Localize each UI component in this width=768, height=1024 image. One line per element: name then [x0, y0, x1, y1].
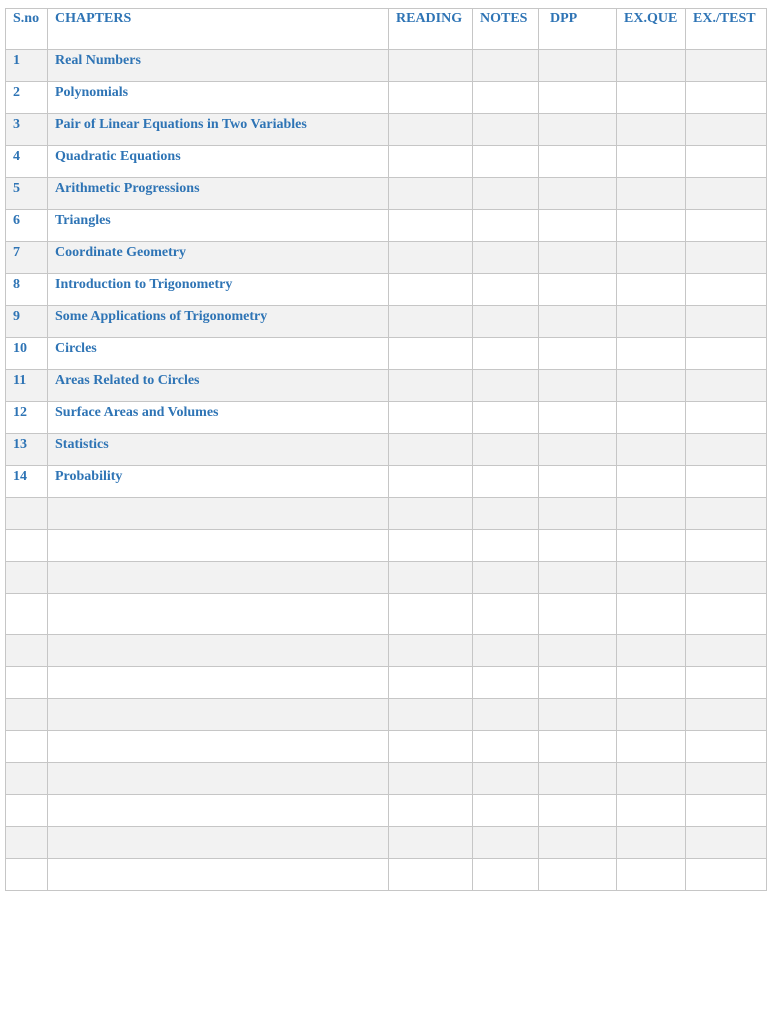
sno-cell: 13 [6, 434, 48, 466]
sno-cell: 4 [6, 146, 48, 178]
dpp-cell [539, 434, 617, 466]
exque-cell [617, 699, 686, 731]
dpp-cell [539, 859, 617, 891]
chapter-cell [48, 699, 389, 731]
exque-cell [617, 50, 686, 82]
sno-cell: 3 [6, 114, 48, 146]
empty-row [6, 795, 767, 827]
sno-cell [6, 859, 48, 891]
reading-cell [389, 370, 473, 402]
extest-cell [686, 306, 767, 338]
dpp-cell [539, 146, 617, 178]
dpp-cell [539, 795, 617, 827]
reading-cell [389, 114, 473, 146]
chapter-cell [48, 594, 389, 635]
reading-cell [389, 763, 473, 795]
exque-cell [617, 795, 686, 827]
exque-cell [617, 594, 686, 635]
reading-cell [389, 434, 473, 466]
sno-cell [6, 699, 48, 731]
notes-cell [473, 338, 539, 370]
reading-cell [389, 530, 473, 562]
extest-cell [686, 859, 767, 891]
extest-cell [686, 146, 767, 178]
extest-cell [686, 82, 767, 114]
reading-cell [389, 667, 473, 699]
extest-cell [686, 530, 767, 562]
sno-cell [6, 635, 48, 667]
chapter-cell [48, 795, 389, 827]
reading-cell [389, 210, 473, 242]
chapter-cell: Arithmetic Progressions [48, 178, 389, 210]
header-chapters: CHAPTERS [48, 9, 389, 50]
exque-cell [617, 306, 686, 338]
sno-cell [6, 498, 48, 530]
dpp-cell [539, 562, 617, 594]
notes-cell [473, 146, 539, 178]
sno-cell: 12 [6, 402, 48, 434]
notes-cell [473, 498, 539, 530]
notes-cell [473, 466, 539, 498]
chapter-cell: Statistics [48, 434, 389, 466]
notes-cell [473, 530, 539, 562]
exque-cell [617, 530, 686, 562]
dpp-cell [539, 210, 617, 242]
reading-cell [389, 466, 473, 498]
extest-cell [686, 402, 767, 434]
table-row [6, 114, 767, 146]
dpp-cell [539, 699, 617, 731]
notes-cell [473, 795, 539, 827]
exque-cell [617, 763, 686, 795]
exque-cell [617, 114, 686, 146]
notes-cell [473, 859, 539, 891]
sno-cell [6, 827, 48, 859]
notes-cell [473, 50, 539, 82]
empty-row [6, 699, 767, 731]
chapter-cell: Introduction to Trigonometry [48, 274, 389, 306]
empty-row [6, 562, 767, 594]
table-row [6, 274, 767, 306]
exque-cell [617, 82, 686, 114]
dpp-cell [539, 114, 617, 146]
extest-cell [686, 274, 767, 306]
table-row [6, 402, 767, 434]
extest-cell [686, 50, 767, 82]
chapter-cell: Probability [48, 466, 389, 498]
exque-cell [617, 274, 686, 306]
table-row [6, 466, 767, 498]
exque-cell [617, 242, 686, 274]
chapter-cell: Surface Areas and Volumes [48, 402, 389, 434]
chapter-cell: Real Numbers [48, 50, 389, 82]
extest-cell [686, 731, 767, 763]
dpp-cell [539, 466, 617, 498]
chapter-cell: Some Applications of Trigonometry [48, 306, 389, 338]
reading-cell [389, 274, 473, 306]
table-row [6, 306, 767, 338]
sno-cell [6, 795, 48, 827]
notes-cell [473, 242, 539, 274]
reading-cell [389, 82, 473, 114]
header-dpp: DPP [539, 9, 617, 50]
exque-cell [617, 635, 686, 667]
header-exque: EX.QUE [617, 9, 686, 50]
reading-cell [389, 795, 473, 827]
empty-row [6, 594, 767, 635]
empty-row [6, 530, 767, 562]
dpp-cell [539, 50, 617, 82]
header-reading: READING [389, 9, 473, 50]
extest-cell [686, 242, 767, 274]
notes-cell [473, 434, 539, 466]
header-notes: NOTES [473, 9, 539, 50]
chapter-tracker-table [5, 8, 767, 891]
sno-cell: 14 [6, 466, 48, 498]
exque-cell [617, 827, 686, 859]
exque-cell [617, 338, 686, 370]
reading-cell [389, 306, 473, 338]
sno-cell: 1 [6, 50, 48, 82]
notes-cell [473, 370, 539, 402]
dpp-cell [539, 763, 617, 795]
notes-cell [473, 827, 539, 859]
sno-cell: 11 [6, 370, 48, 402]
sno-cell [6, 530, 48, 562]
notes-cell [473, 763, 539, 795]
chapter-cell [48, 763, 389, 795]
extest-cell [686, 210, 767, 242]
dpp-cell [539, 178, 617, 210]
dpp-cell [539, 338, 617, 370]
reading-cell [389, 178, 473, 210]
reading-cell [389, 731, 473, 763]
notes-cell [473, 635, 539, 667]
extest-cell [686, 763, 767, 795]
sno-cell: 9 [6, 306, 48, 338]
exque-cell [617, 402, 686, 434]
exque-cell [617, 498, 686, 530]
reading-cell [389, 50, 473, 82]
empty-row [6, 859, 767, 891]
dpp-cell [539, 402, 617, 434]
table-row [6, 210, 767, 242]
dpp-cell [539, 731, 617, 763]
extest-cell [686, 434, 767, 466]
sno-cell [6, 667, 48, 699]
extest-cell [686, 114, 767, 146]
dpp-cell [539, 594, 617, 635]
notes-cell [473, 402, 539, 434]
exque-cell [617, 434, 686, 466]
sno-cell [6, 763, 48, 795]
chapter-cell: Polynomials [48, 82, 389, 114]
notes-cell [473, 667, 539, 699]
dpp-cell [539, 530, 617, 562]
exque-cell [617, 859, 686, 891]
extest-cell [686, 699, 767, 731]
header-extest: EX./TEST [686, 9, 767, 50]
dpp-cell [539, 498, 617, 530]
extest-cell [686, 562, 767, 594]
extest-cell [686, 338, 767, 370]
reading-cell [389, 402, 473, 434]
chapter-cell: Areas Related to Circles [48, 370, 389, 402]
chapter-cell [48, 498, 389, 530]
empty-row [6, 827, 767, 859]
dpp-cell [539, 370, 617, 402]
reading-cell [389, 699, 473, 731]
reading-cell [389, 562, 473, 594]
table-row [6, 82, 767, 114]
exque-cell [617, 667, 686, 699]
sno-cell [6, 562, 48, 594]
dpp-cell [539, 242, 617, 274]
reading-cell [389, 146, 473, 178]
extest-cell [686, 466, 767, 498]
chapter-cell [48, 530, 389, 562]
reading-cell [389, 827, 473, 859]
exque-cell [617, 370, 686, 402]
extest-cell [686, 594, 767, 635]
table-row [6, 338, 767, 370]
reading-cell [389, 859, 473, 891]
exque-cell [617, 210, 686, 242]
dpp-cell [539, 827, 617, 859]
sno-cell [6, 731, 48, 763]
sno-cell: 6 [6, 210, 48, 242]
table-row [6, 146, 767, 178]
table-row [6, 370, 767, 402]
notes-cell [473, 178, 539, 210]
extest-cell [686, 178, 767, 210]
header-row [6, 9, 767, 50]
reading-cell [389, 594, 473, 635]
notes-cell [473, 731, 539, 763]
notes-cell [473, 274, 539, 306]
table-row [6, 50, 767, 82]
chapter-cell [48, 667, 389, 699]
exque-cell [617, 466, 686, 498]
empty-row [6, 667, 767, 699]
sno-cell: 8 [6, 274, 48, 306]
dpp-cell [539, 274, 617, 306]
notes-cell [473, 562, 539, 594]
exque-cell [617, 562, 686, 594]
sno-cell: 10 [6, 338, 48, 370]
chapter-cell: Coordinate Geometry [48, 242, 389, 274]
table-row [6, 178, 767, 210]
extest-cell [686, 370, 767, 402]
chapter-cell [48, 731, 389, 763]
empty-row [6, 731, 767, 763]
exque-cell [617, 146, 686, 178]
dpp-cell [539, 306, 617, 338]
chapter-cell [48, 562, 389, 594]
sno-cell: 5 [6, 178, 48, 210]
chapter-cell [48, 827, 389, 859]
reading-cell [389, 498, 473, 530]
table-row [6, 242, 767, 274]
empty-row [6, 635, 767, 667]
dpp-cell [539, 635, 617, 667]
dpp-cell [539, 667, 617, 699]
chapter-cell: Circles [48, 338, 389, 370]
sno-cell: 2 [6, 82, 48, 114]
exque-cell [617, 731, 686, 763]
dpp-cell [539, 82, 617, 114]
extest-cell [686, 827, 767, 859]
notes-cell [473, 82, 539, 114]
notes-cell [473, 594, 539, 635]
chapter-cell [48, 635, 389, 667]
notes-cell [473, 210, 539, 242]
empty-row [6, 763, 767, 795]
table-row [6, 434, 767, 466]
empty-row [6, 498, 767, 530]
extest-cell [686, 635, 767, 667]
chapter-cell [48, 859, 389, 891]
notes-cell [473, 699, 539, 731]
exque-cell [617, 178, 686, 210]
reading-cell [389, 242, 473, 274]
notes-cell [473, 114, 539, 146]
extest-cell [686, 795, 767, 827]
extest-cell [686, 498, 767, 530]
chapter-cell: Pair of Linear Equations in Two Variables [48, 114, 389, 146]
chapter-cell: Quadratic Equations [48, 146, 389, 178]
reading-cell [389, 338, 473, 370]
chapter-cell: Triangles [48, 210, 389, 242]
header-sno: S.no [6, 9, 48, 50]
sno-cell: 7 [6, 242, 48, 274]
reading-cell [389, 635, 473, 667]
sno-cell [6, 594, 48, 635]
notes-cell [473, 306, 539, 338]
extest-cell [686, 667, 767, 699]
